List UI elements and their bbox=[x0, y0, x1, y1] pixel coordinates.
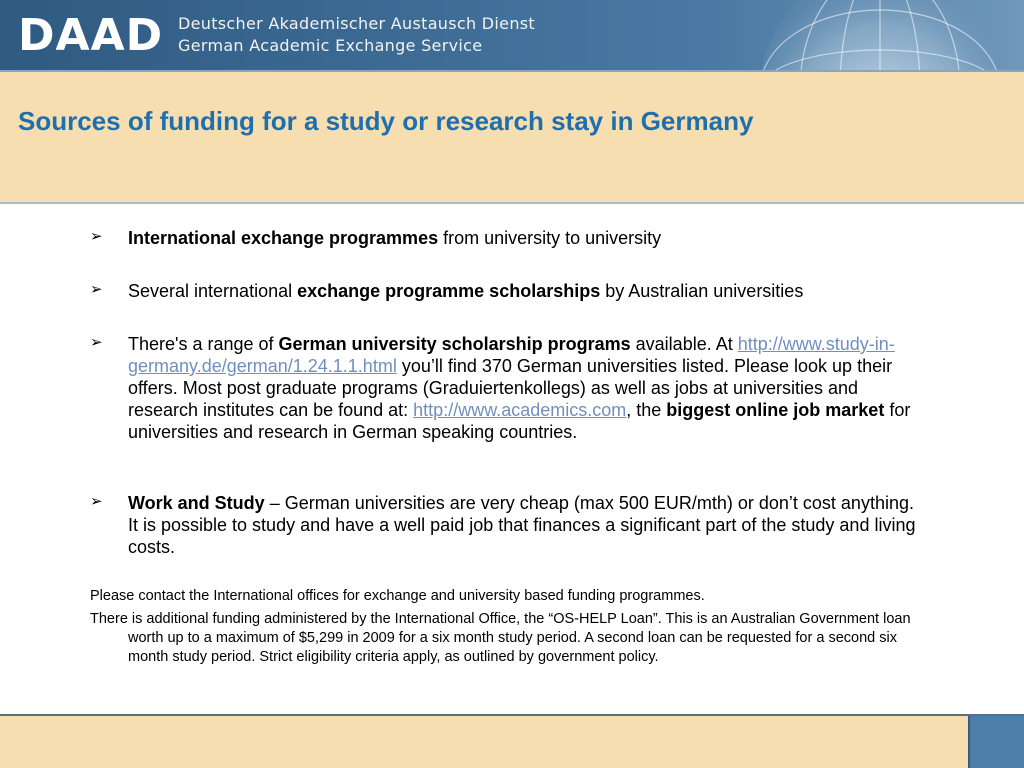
org-name-english: German Academic Exchange Service bbox=[178, 36, 483, 55]
arrow-bullet-icon: ➢ bbox=[90, 227, 103, 245]
footer-accent-box bbox=[968, 716, 1024, 768]
title-divider bbox=[0, 202, 1024, 204]
header-banner bbox=[0, 0, 1024, 70]
daad-logo: DAAD bbox=[18, 10, 164, 61]
bullet-text bbox=[128, 492, 928, 558]
os-help-loan-note: There is additional funding administered by the International Office, the “OS-HELP Loan”. This is an Australian Government loan worth up to a maximum of $5,299 in 2009 for a six month study period. A second loan can be requested for a second six month study period. Strict eligibility criteria apply, as outlined by government policy. bbox=[90, 611, 911, 665]
arrow-bullet-icon: ➢ bbox=[90, 492, 103, 510]
page-title: Sources of funding for a study or research stay in Germany bbox=[18, 106, 754, 136]
contact-note: Please contact the International offices for exchange and university based funding programmes. bbox=[90, 588, 705, 604]
globe-icon bbox=[700, 0, 1024, 70]
bullet-bold2: biggest online job market bbox=[666, 400, 885, 420]
bullet-pre: Several international bbox=[128, 281, 298, 301]
bullet-rest: by Australian universities bbox=[600, 281, 804, 301]
bullet-text bbox=[128, 333, 928, 443]
bullet-pre: There's a range of bbox=[128, 334, 279, 354]
bullet-mid: available. At bbox=[630, 334, 738, 354]
bullet-bold: Work and Study bbox=[128, 493, 265, 513]
organization-name bbox=[178, 13, 535, 57]
footer-band bbox=[0, 716, 1024, 768]
bullet-text bbox=[128, 280, 928, 302]
arrow-bullet-icon: ➢ bbox=[90, 333, 103, 351]
bullet-rest: from university to university bbox=[438, 228, 662, 248]
org-name-german: Deutscher Akademischer Austausch Dienst bbox=[178, 14, 535, 33]
bullet-rest: for universities and research in German speaking countries. bbox=[128, 400, 911, 442]
bullet-mid2: you’ll find 370 German universities listed. Please look up their offers. Most post graduate programs (Graduiertenkollegs) as well as jobs at universities and research institutes can be found at: bbox=[128, 356, 893, 420]
bullet-text bbox=[128, 227, 928, 249]
bullet-bold: International exchange programmes bbox=[128, 228, 439, 248]
arrow-bullet-icon: ➢ bbox=[90, 280, 103, 298]
bullet-bold: exchange programme scholarships bbox=[297, 281, 601, 301]
academics-link[interactable]: http://www.academics.com bbox=[413, 400, 627, 420]
study-in-germany-link[interactable]: http://www.study-in-germany.de/german/1.24.1.1.html bbox=[128, 334, 895, 376]
bullet-bold: German university scholarship programs bbox=[278, 334, 631, 354]
bullet-mid3: , the bbox=[626, 400, 667, 420]
bullet-rest: – German universities are very cheap (max 500 EUR/mth) or don’t cost anything. It is possible to study and have a well paid job that finances a significant part of the study and living costs. bbox=[128, 493, 916, 557]
